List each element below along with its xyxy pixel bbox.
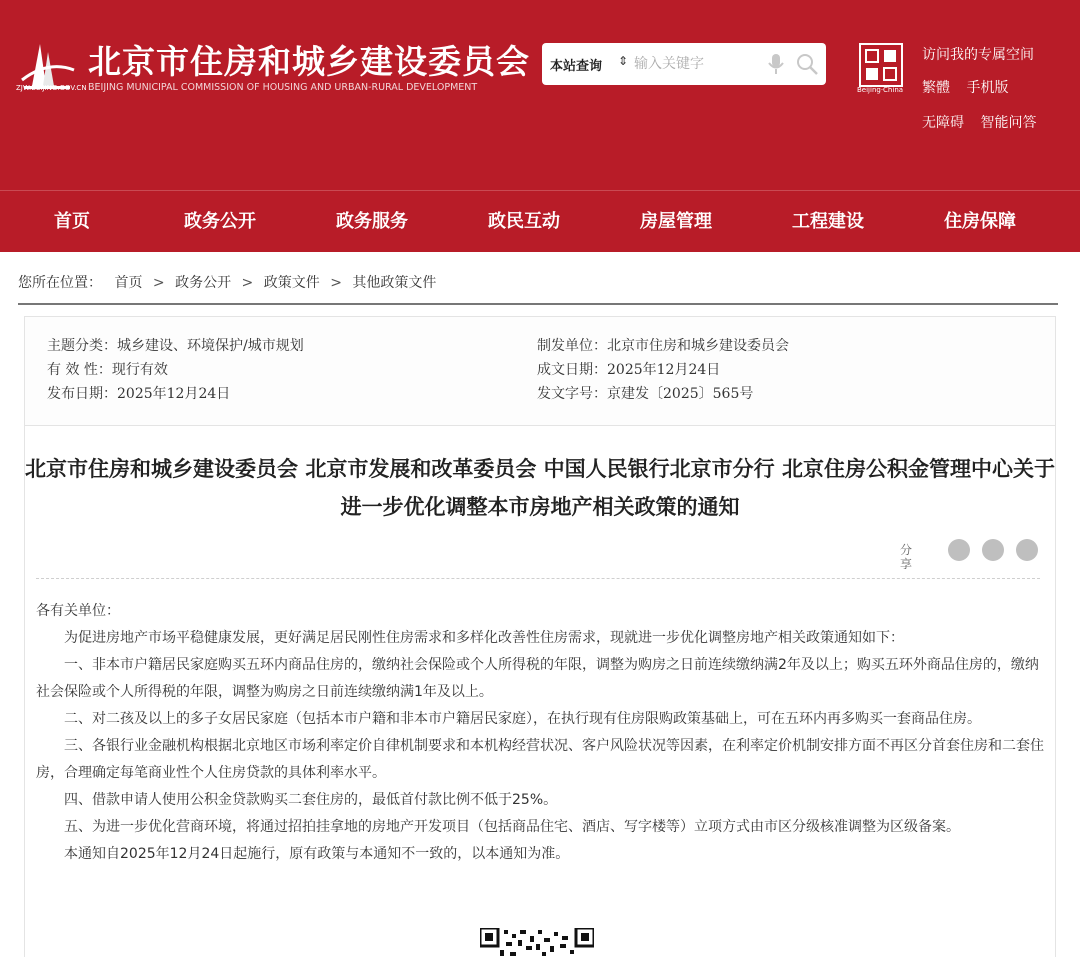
share-label: 分享 (900, 543, 913, 571)
main-nav (0, 190, 1080, 252)
meta-topic: 主题分类：城乡建设、环境保护/城市规划 (47, 338, 304, 354)
article-paragraph: 为促进房地产市场平稳健康发展，更好满足居民刚性住房需求和多样化改善性住房需求，现就进一步优化调整房地产相关政策通知如下： (64, 630, 904, 646)
breadcrumb-prefix: 您所在位置： (18, 275, 102, 291)
article-salutation: 各有关单位： (36, 603, 120, 619)
site-title-en: BEIJING MUNICIPAL COMMISSION OF HOUSING AND URBAN-RURAL DEVELOPMENT (88, 82, 478, 93)
nav-housing-security[interactable]: 住房保障 (944, 211, 1016, 232)
wechat-share-icon[interactable] (948, 539, 970, 561)
nav-interaction[interactable]: 政民互动 (488, 211, 560, 232)
site-header (0, 0, 1080, 190)
article-paragraph: 一、非本市户籍居民家庭购买五环内商品住房的，缴纳社会保险或个人所得税的年限，调整为购房之日前连续缴纳满2年及以上；购买五环外商品住房的，缴纳社会保险或个人所得税的年限，调整为购房之日前连续缴纳满1年及以上。 (36, 657, 1039, 700)
breadcrumb-separator: > (152, 275, 165, 291)
meta-publish-date: 发布日期：2025年12月24日 (47, 386, 231, 402)
document-meta (24, 316, 1056, 426)
breadcrumb-separator: > (241, 275, 254, 291)
capital-seal-text: Beijing·China (857, 86, 904, 94)
site-title[interactable]: 北京市住房和城乡建设委员会 (88, 42, 530, 81)
breadcrumb-divider (18, 303, 1058, 305)
share-divider (36, 578, 1040, 579)
meta-doc-number: 发文字号：京建发〔2025〕565号 (537, 386, 754, 402)
breadcrumb-home[interactable]: 首页 (114, 275, 143, 291)
article-body (36, 598, 1044, 868)
search-scope-select[interactable]: 本站查询 (550, 59, 603, 74)
nav-home[interactable]: 首页 (54, 211, 90, 232)
meta-validity: 有 效 性：现行有效 (47, 362, 168, 378)
capital-seal-icon[interactable] (858, 42, 904, 88)
article-paragraph: 三、各银行业金融机构根据北京地区市场利率定价自律机制要求和本机构经营状况、客户风险状况等因素，在利率定价机制安排方面不再区分首套住房和二套住房，合理确定每笔商业性个人住房贷款的具体利率水平。 (36, 738, 1044, 781)
article-paragraph: 本通知自2025年12月24日起施行，原有政策与本通知不一致的，以本通知为准。 (64, 846, 570, 862)
breadcrumb-separator: > (330, 275, 342, 291)
mobile-version-link[interactable]: 手机版 (966, 80, 1009, 96)
accessibility-link[interactable]: 无障碍 (922, 115, 964, 131)
article-paragraph: 四、借款申请人使用公积金贷款购买二套住房的，最低首付款比例不低于25%。 (64, 792, 558, 808)
qr-code-icon (480, 928, 594, 957)
nav-engineering[interactable]: 工程建设 (792, 211, 864, 232)
article-paragraph: 二、对二孩及以上的多子女居民家庭（包括本市户籍和非本市户籍居民家庭），在执行现有住房限购政策基础上，可在五环内再多购买一套商品住房。 (64, 711, 981, 727)
nav-government-services[interactable]: 政务服务 (336, 211, 408, 232)
favorite-star-icon[interactable] (1016, 539, 1038, 561)
search-input[interactable] (634, 51, 754, 77)
article-title: 北京市住房和城乡建设委员会 北京市发展和改革委员会 中国人民银行北京市分行 北京住房公积金管理中心关于进一步优化调整本市房地产相关政策的通知 (25, 457, 1055, 519)
breadcrumb-government-affairs[interactable]: 政务公开 (175, 275, 232, 291)
smart-qa-link[interactable]: 智能问答 (980, 115, 1037, 131)
weibo-share-icon[interactable] (982, 539, 1004, 561)
nav-government-affairs[interactable]: 政务公开 (184, 211, 256, 232)
traditional-chinese-link[interactable]: 繁體 (922, 80, 950, 96)
search-box (542, 43, 826, 85)
personal-space-link[interactable]: 访问我的专属空间 (922, 47, 1034, 63)
microphone-icon[interactable] (767, 53, 785, 75)
nav-housing-management[interactable]: 房屋管理 (640, 211, 712, 232)
breadcrumb-policy-documents[interactable]: 政策文件 (263, 275, 320, 291)
search-icon[interactable] (795, 52, 819, 76)
breadcrumb (18, 272, 436, 292)
meta-written-date: 成文日期：2025年12月24日 (537, 362, 721, 378)
article-paragraph: 五、为进一步优化营商环境，将通过招拍挂拿地的房地产开发项目（包括商品住宅、酒店、写字楼等）立项方式由市区分级核准调整为区级备案。 (64, 819, 960, 835)
updown-arrow-icon[interactable]: ⇕ (618, 54, 629, 68)
logo-domain-text: ZJW.BEIJING.GOV.CN (16, 84, 87, 92)
meta-issuer: 制发单位：北京市住房和城乡建设委员会 (537, 338, 789, 354)
breadcrumb-other-policies[interactable]: 其他政策文件 (352, 275, 437, 291)
